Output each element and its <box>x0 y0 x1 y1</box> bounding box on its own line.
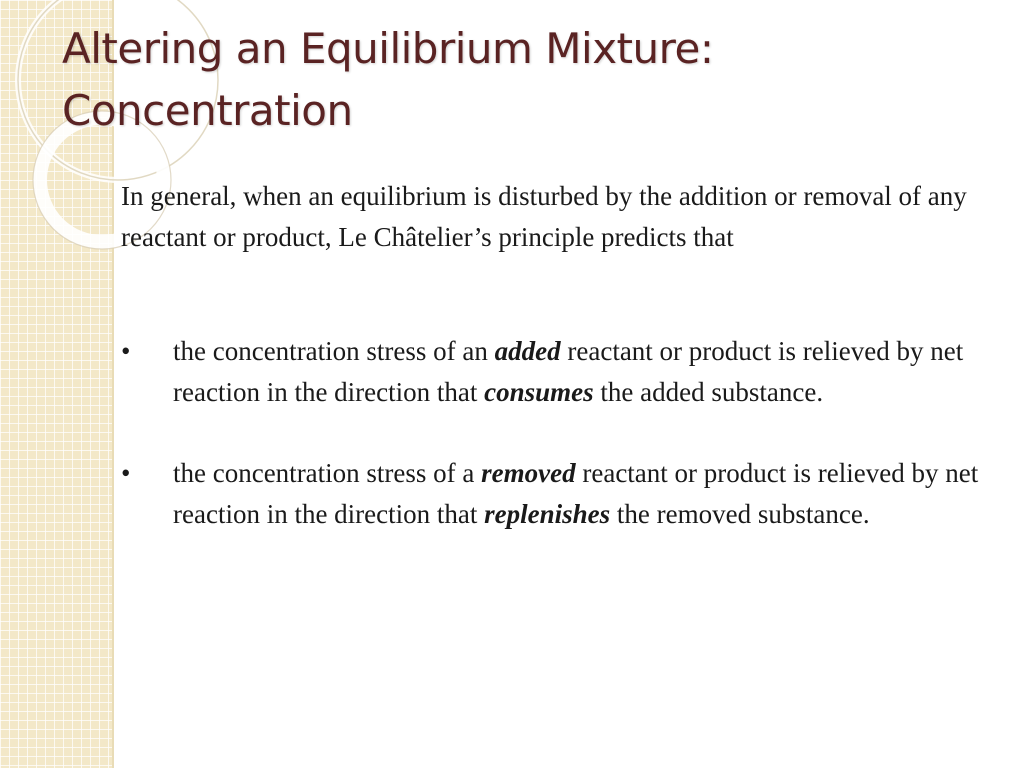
bullet-text: the concentration stress of an <box>173 336 495 366</box>
intro-paragraph: In general, when an equilibrium is disturbed by the addition or removal of any reactant or product, Le Châtelier’s principle predicts that <box>121 181 967 252</box>
bullet-text: the added substance. <box>593 377 824 407</box>
slide-title <box>62 18 713 142</box>
title-line-2: Concentration <box>62 86 353 135</box>
bullet-item-added <box>121 331 1001 413</box>
bullet-icon: • <box>121 458 131 488</box>
bullet-item-removed <box>121 453 1001 535</box>
bullet-text: reactant or product is relieved by net reaction in the direction that <box>173 336 964 407</box>
bullet-icon: • <box>121 336 131 366</box>
emphasis-replenishes: replenishes <box>484 499 611 529</box>
emphasis-removed: removed <box>481 458 576 488</box>
bullet-text: reactant or product is relieved by net reaction in the direction that <box>173 458 979 529</box>
title-line-1: Altering an Equilibrium Mixture: <box>62 24 714 73</box>
bullet-list <box>121 331 1001 575</box>
bullet-text: the removed substance. <box>610 499 870 529</box>
emphasis-consumes: consumes <box>484 377 594 407</box>
emphasis-added: added <box>494 336 561 366</box>
bullet-text: the concentration stress of a <box>173 458 482 488</box>
